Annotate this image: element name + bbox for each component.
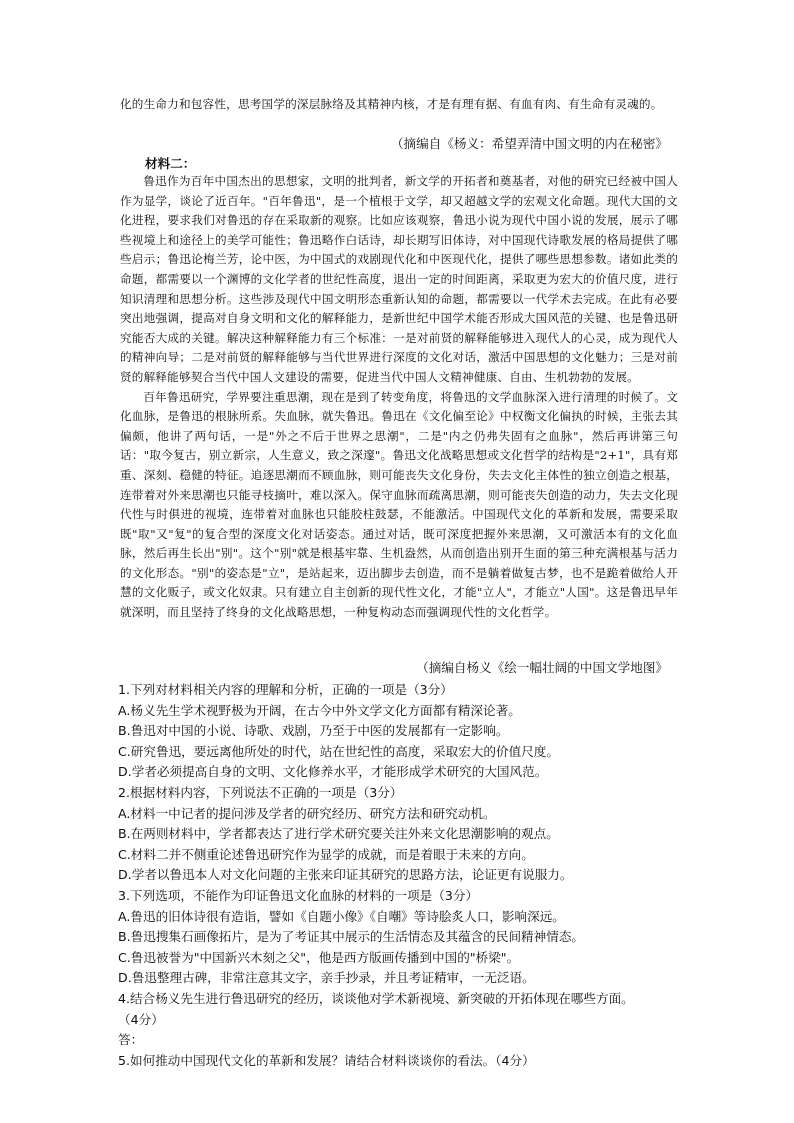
option-1b: B.鲁迅对中国的小说、诗歌、戏剧，乃至于中医的发展都有一定影响。: [118, 723, 509, 739]
question-list: [118, 680, 686, 1071]
option-3d: D.鲁迅整理古碑，非常注意其文字，亲手抄录，并且考证精审，一无泛语。: [118, 970, 535, 986]
material2-heading: 材料二：: [145, 156, 196, 171]
option-2d: D.学者以鲁迅本人对文化问题的主张来印证其研究的思路方法，论证更有说服力。: [118, 867, 573, 883]
question-4: 4.结合杨义先生进行鲁迅研究的经历，谈谈他对学术新视境、新突破的开拓体现在哪些方面。: [118, 990, 634, 1006]
source-citation-1: （摘编自《杨义：希望弄清中国文明的内在秘密》: [390, 136, 668, 151]
question-2: 2.根据材料内容，下列说法不正确的一项是（3分）: [118, 784, 403, 800]
material2-paragraph: 百年鲁迅研究，学界要注重思潮，现在是到了转变角度，将鲁迅的文学血脉深入进行清理的时候了。文化血脉，是鲁迅的根脉所系。失血脉，就失鲁迅。鲁迅在《文化偏至论》中权衡文化偏执的时候，主张去其偏颇，他讲了两句话，一是"外之不后于世界之思潮"，二是"内之仍弗失固有之血脉"，然后再讲第三句话："取今复古，别立新宗，人生意义，致之深邃"。鲁迅文化战略思想或文化哲学的结构是"2+1"，具有郑重、深刻、稳健的特征。追逐思潮而不顾血脉，则可能丧失文化身份，失去文化主体性的独立创造之根基，连带着对外来思潮也只能寻枝摘叶，难以深入。保守血脉而疏离思潮，则可能丧失创造的动力，失去文化现代性与时俱进的视境，连带着对血脉也只能胶柱鼓瑟，不能激活。中国现代文化的革新和发展，需要采取既"取"又"复"的复合型的深度文化对话姿态。通过对话，既可深度把握外来思潮，又可激活本有的文化血脉，然后再生长出"别"。这个"别"就是根基牢靠、生机盎然，从而创造出别开生面的第三种充满根基与活力的文化形态。"别"的姿态是"立"，是站起来，迈出脚步去创造，而不是躺着做复古梦，也不是跪着做给人开慧的文化贩子，或文化奴隶。只有建立自主创新的现代性文化，才能"立人"，才能立"人国"。这是鲁迅早年就深明，而且坚持了终身的文化战略思想，一种复构动态而强调现代性的文化哲学。: [120, 389, 678, 620]
material2-paragraph: 鲁迅作为百年中国杰出的思想家，文明的批判者，新文学的开拓者和奠基者，对他的研究已经被中国人作为显学，谈论了近百年。"百年鲁迅"，是一个植根于文学，却又超越文学的宏观文化命题。现代大国的文化进程，要求我们对鲁迅的存在采取新的观察。比如应该观察，鲁迅小说为现代中国小说的发展，展示了哪些视境上和途径上的美学可能性；鲁迅略作白话诗，却长期写旧体诗，对中国现代诗歌发展的格局提供了哪些启示；鲁迅论梅兰芳，论中医，为中国式的戏剧现代化和中医现代化，提供了哪些思想参数。诸如此类的命题，都需要以一个渊博的文化学者的世纪性高度，退出一定的时间距离，采取更为宏大的价值尺度，进行知识清理和思想分析。这些涉及现代中国文明形态重新认知的命题，都需要以一代学术去完成。在此有必要突出地强调，提高对自身文明和文化的解释能力，是新世纪中国学术能否形成大国风范的关键、也是鲁迅研究能否大成的关键。解决这种解释能力有三个标准：一是对前贤的解释能够进入现代人的心灵，成为现代人的精神向导；二是对前贤的解释能够与当代世界进行深度的文化对话，激活中国思想的文化魅力；三是对前贤的解释能够契合当代中国人文建设的需要，促进当代中国人文精神健康、自由、生机勃勃的发展。: [120, 174, 678, 384]
question-4-score: （4分）: [118, 1011, 164, 1027]
question-1: 1.下列对材料相关内容的理解和分析，正确的一项是（3分）: [118, 682, 453, 697]
material1-tail: 化的生命力和包容性，思考国学的深层脉络及其精神内核，才是有理有据、有血有肉、有生命有灵魂的。: [120, 97, 663, 111]
material2-body: [120, 172, 678, 623]
option-1a: A.杨义先生学术视野极为开阔，在古今中外文学文化方面都有精深论著。: [118, 702, 521, 718]
option-2c: C.材料二并不侧重论述鲁迅研究作为显学的成就，而是着眼于未来的方向。: [118, 846, 534, 862]
option-3c: C.鲁迅被誉为"中国新兴木刻之父"，他是西方版画传播到中国的"桥梁"。: [118, 949, 520, 965]
option-1d: D.学者必须提高自身的文明、文化修养水平，才能形成学术研究的大国风范。: [118, 764, 548, 780]
option-3b: B.鲁迅搜集石画像拓片，是为了考证其中展示的生活情态及其蕴含的民间精神情态。: [118, 929, 585, 945]
option-2b: B.在两则材料中，学者都表达了进行学术研究要关注外来文化思潮影响的观点。: [118, 826, 559, 842]
answer-label: 答：: [118, 1032, 144, 1048]
option-2a: A.材料一中记者的提问涉及学者的研究经历、研究方法和研究动机。: [118, 805, 496, 821]
question-3: 3.下列选项，不能作为印证鲁迅文化血脉的材料的一项是（3分）: [118, 887, 479, 903]
source-citation-2: （摘编自杨义《绘一幅壮阔的中国文学地图》: [416, 660, 668, 675]
option-3a: A.鲁迅的旧体诗很有造诣，譬如《自题小像》《自嘲》等诗脍炙人口，影响深远。: [118, 908, 565, 924]
option-1c: C.研究鲁迅，要远离他所处的时代，站在世纪性的高度，采取宏大的价值尺度。: [118, 743, 559, 759]
question-5: 5.如何推动中国现代文化的革新和发展？请结合材料谈谈你的看法。（4分）: [118, 1052, 535, 1068]
